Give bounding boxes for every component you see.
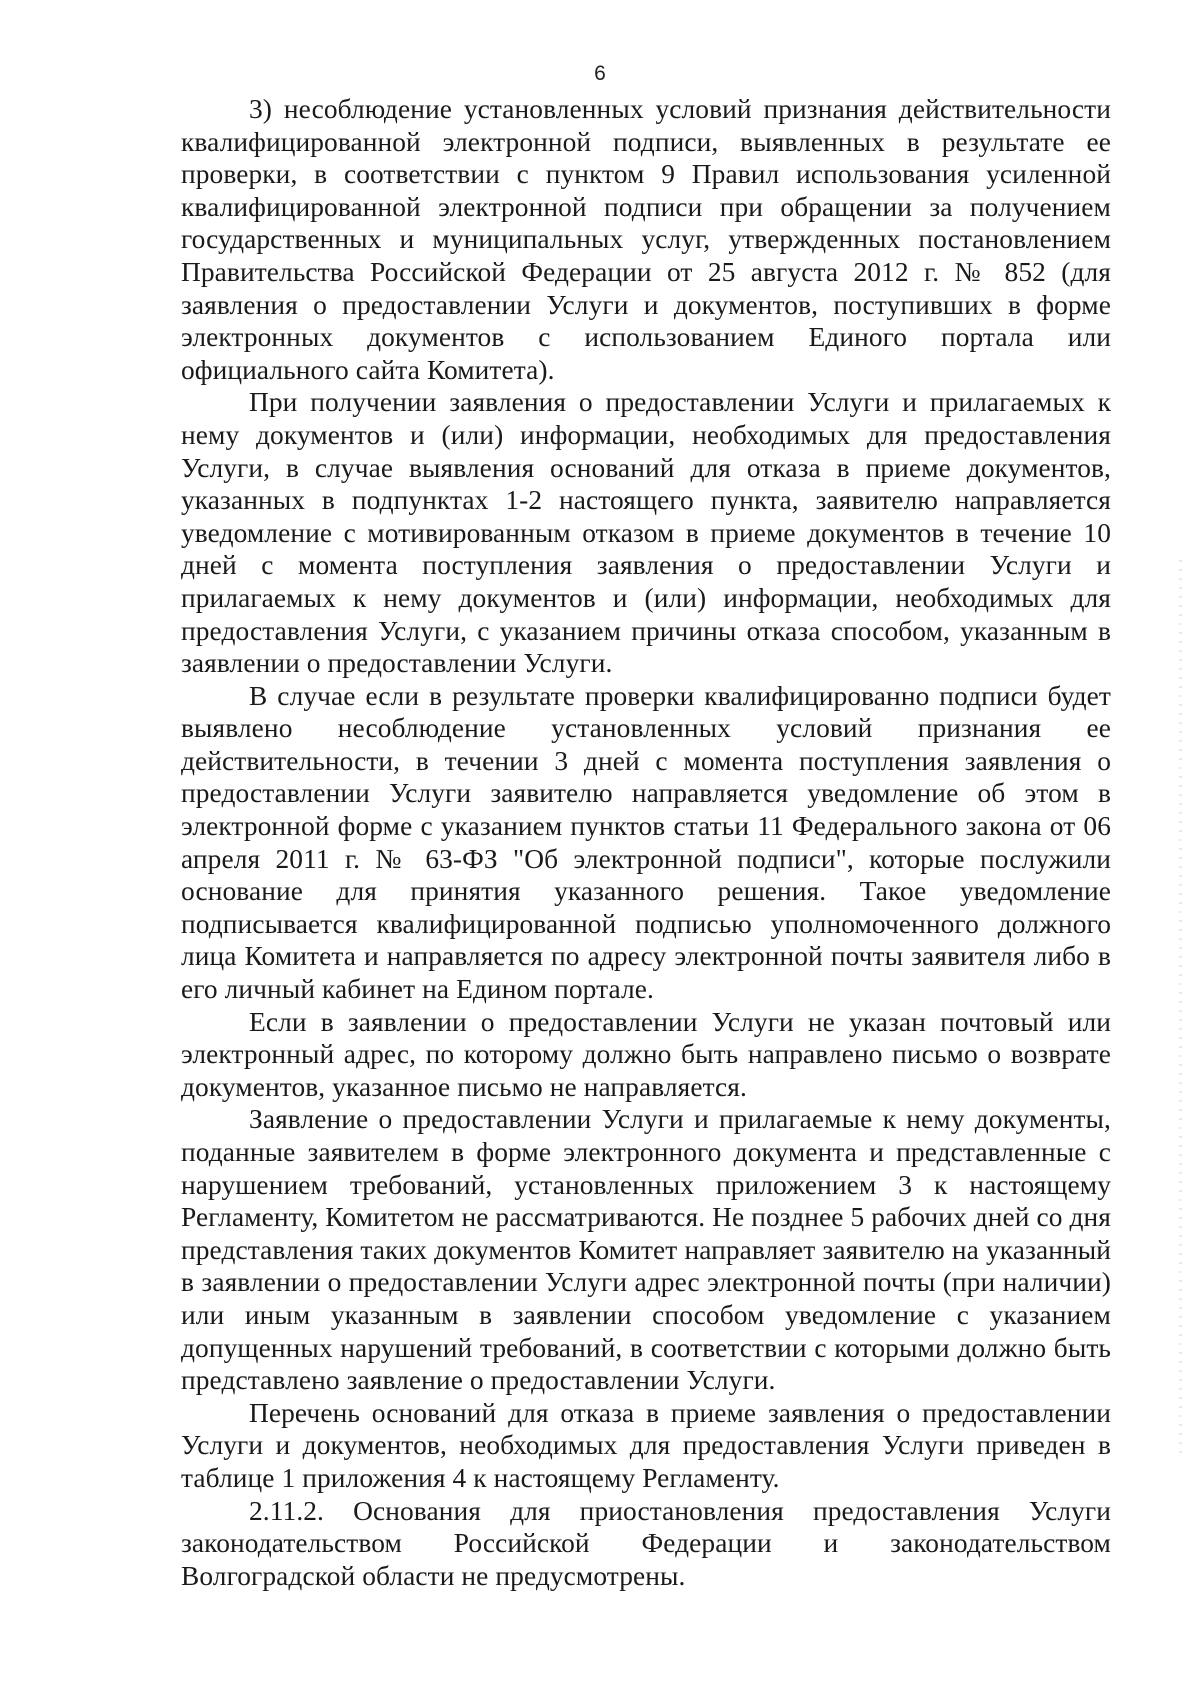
paragraph: Если в заявлении о предоставлении Услуги не указан почтовый или электронный адрес, по которому должно быть направлено письмо о возврате документов, указанное письмо не направляется. xyxy=(181,1006,1111,1102)
paragraph: При получении заявления о предоставлении Услуги и прилагаемых к нему документов и (или) информации, необходимых для предоставления Услуги, в случае выявления оснований для отказа в приеме документов, указанных в подпунктах 1-2 настоящего пункта, заявителю направляется уведомление с мотивированным отказом в приеме документов в течение 10 дней с момента поступления заявления о предоставлении Услуги и прилагаемых к нему документов и (или) информации, необходимых для предоставления Услуги, с указанием причины отказа способом, указанным в заявлении о предоставлении Услуги. xyxy=(181,387,1111,679)
paragraph: В случае если в результате проверки квалифицированно подписи будет выявлено несоблюдение установленных условий признания ее действительности, в течении 3 дней с момента поступления заявления о предоставлении Услуги заявителю направляется уведомление об этом в электронной форме с указанием пунктов статьи 11 Федерального закона от 06 апреля 2011 г. № 63-ФЗ "Об электронной подписи", которые послужили основание для принятия указанного решения. Такое уведомление подписывается квалифицированной подписью уполномоченного должного лица Комитета и направляется по адресу электронной почты заявителя либо в его личный кабинет на Едином портале. xyxy=(181,680,1111,1005)
page-number: 6 xyxy=(594,62,606,85)
paragraph: Заявление о предоставлении Услуги и прилагаемые к нему документы, поданные заявителем в форме электронного документа и представленные с нарушением требований, установленных приложением 3 к настоящему Регламенту, Комитетом не рассматриваются. Не позднее 5 рабочих дней со дня представления таких документов Комитет направляет заявителю на указанный в заявлении о предоставлении Услуги адрес электронной почты (при наличии) или иным указанным в заявлении способом уведомление с указанием допущенных нарушений требований, в соответствии с которыми должно быть представлено заявление о предоставлении Услуги. xyxy=(181,1104,1111,1396)
paragraph: 2.11.2. Основания для приостановления предоставления Услуги законодательством Российской Федерации и законодательством Волгоградской области не предусмотрены. xyxy=(181,1495,1111,1591)
document-body xyxy=(181,93,1111,1592)
paragraph: Перечень оснований для отказа в приеме заявления о предоставлении Услуги и документов, необходимых для предоставления Услуги приведен в таблице 1 приложения 4 к настоящему Регламенту. xyxy=(181,1397,1111,1493)
scan-edge-marks xyxy=(1179,560,1182,1460)
paragraph: 3) несоблюдение установленных условий признания действительности квалифицированной электронной подписи, выявленных в результате ее проверки, в соответствии с пунктом 9 Правил использования усиленной квалифицированной электронной подписи при обращении за получением государственных и муниципальных услуг, утвержденных постановлением Правительства Российской Федерации от 25 августа 2012 г. № 852 (для заявления о предоставлении Услуги и документов, поступивших в форме электронных документов с использованием Единого портала или официального сайта Комитета). xyxy=(181,94,1111,385)
